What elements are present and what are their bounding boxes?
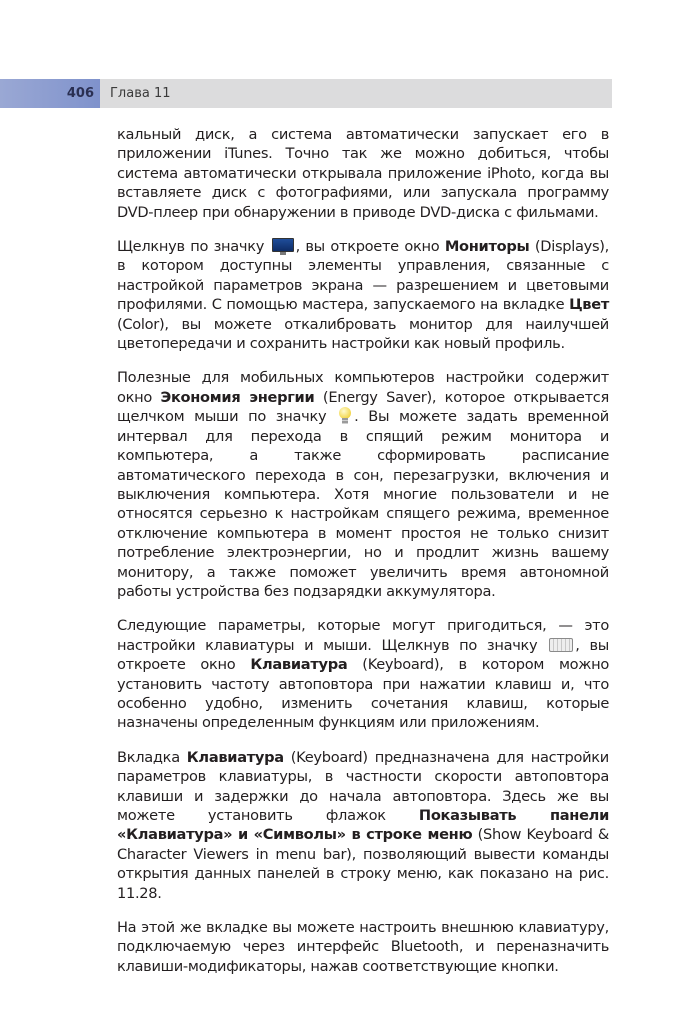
p2-text-c: (Displays), в котором доступны элементы управления, связанные с настройкой параметров экрана — разрешением и цветовыми профилями. С помощью мастера, запускаемого на вкладке bbox=[117, 238, 609, 314]
p5-bold-keyboard-tab: Клавиатура bbox=[186, 748, 284, 766]
paragraph-1: кальный диск, а система автоматически запускает его в приложении iTunes. Точно так же можно добиться, чтобы система автоматически открывала приложение iPhoto, когда вы вставляете диск с фотографиями, или запускала программу DVD-плеер при обнаружении в приводе DVD-диска с фильмами. bbox=[117, 126, 609, 221]
p5-text-b: (Keyboard) предназначена для настройки параметров клавиатуры, в частности скорости автоповтора клавиши и задержки до начала автоповтора. Здесь же вы можете установить флажок bbox=[117, 748, 609, 824]
p3-bold-energy: Экономия энергии bbox=[160, 388, 315, 406]
p3-text-b: (Energy Saver), которое открывается щелчком мыши по значку bbox=[117, 388, 609, 426]
p4-text-b: , вы откроете окно bbox=[117, 636, 609, 674]
body-text bbox=[117, 125, 609, 991]
p2-bold-displays: Мониторы bbox=[444, 238, 530, 256]
p2-bold-color: Цвет bbox=[569, 296, 609, 314]
p3-text-a: Полезные для мобильных компьютеров настройки содержит окно bbox=[117, 369, 609, 406]
p2-text-a: Щелкнув по значку bbox=[117, 238, 270, 256]
chapter-title: Глава 11 bbox=[110, 86, 171, 101]
p4-bold-keyboard: Клавиатура bbox=[250, 656, 348, 674]
paragraph-4 bbox=[117, 616, 609, 732]
p2-text-d: (Color), вы можете откалибровать монитор для наилучшей цветопередачи и сохранить настройки как новый профиль. bbox=[117, 315, 609, 353]
paragraph-3 bbox=[117, 368, 609, 601]
running-header bbox=[0, 79, 612, 108]
paragraph-2 bbox=[117, 237, 609, 353]
paragraph-6: На этой же вкладке вы можете настроить внешнюю клавиатуру, подключаемую через интерфейс Bluetooth, и переназначить клавиши-модификаторы, нажав соответствующие кнопки. bbox=[117, 919, 609, 975]
p5-text-c: (Show Keyboard & Character Viewers in menu bar), позволяющий вывести команды открытия данных панелей в строку меню, как показано на рис. 11.28. bbox=[117, 826, 609, 902]
p4-text-a: Следующие параметры, которые могут пригодиться, — это настройки клавиатуры и мыши. Щелкнув по значку bbox=[117, 617, 609, 654]
light-bulb-icon bbox=[338, 407, 352, 425]
p2-text-b: , вы откроете окно bbox=[295, 238, 445, 256]
paragraph-5 bbox=[117, 748, 609, 903]
p3-text-c: . Вы можете задать временной интервал для перехода в спящий режим монитора и компьютера, а также сформировать расписание автоматического перехода в сон, перезагрузки, включения и выключения компьютера. Хотя многие пользователи и не относятся серьезно к настройкам спящего режима, временное отключение компьютера в момент простоя не только снизит потребление электроэнергии, но и продлит жизнь вашему монитору, а также поможет увеличить время автономной работы устройства без подзарядки аккумулятора. bbox=[117, 408, 609, 600]
p5-bold-checkbox-label: Показывать панели «Клавиатура» и «Символы» в строке меню bbox=[117, 807, 609, 844]
p4-text-c: (Keyboard), в котором можно установить частоту автоповтора при нажатии клавиш и, что особенно удобно, изменить сочетания клавиш, которые назначены определенным функциям или приложениям. bbox=[117, 656, 609, 732]
page-number: 406 bbox=[0, 79, 100, 108]
p5-text-a: Вкладка bbox=[117, 748, 187, 766]
monitor-icon bbox=[272, 238, 294, 255]
keyboard-icon bbox=[549, 638, 573, 652]
